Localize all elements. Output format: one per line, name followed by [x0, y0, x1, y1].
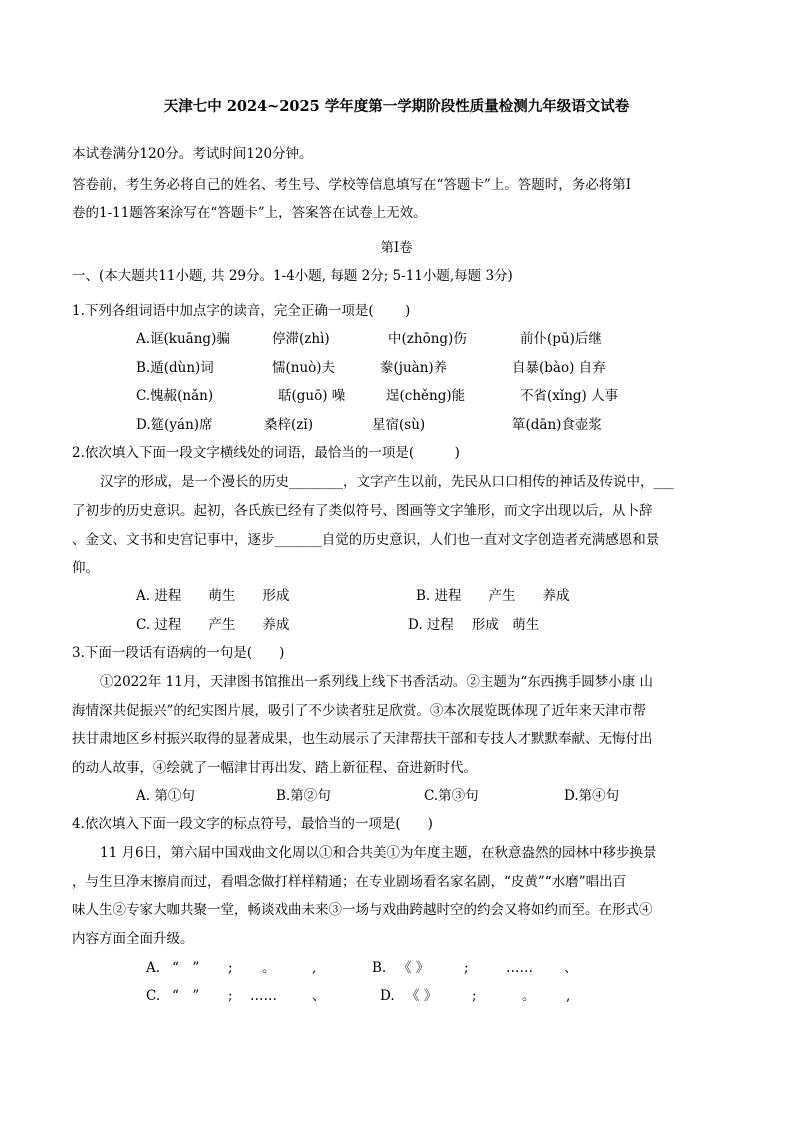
option-item: 逞(chěng)能: [386, 388, 466, 404]
question-2-passage-line: 、金文、文书和史宫记事中，逐步_______自觉的历史意识，人们也一直对文字创造者充满感恩和景: [72, 532, 660, 548]
option-item: 前仆(pū)后继: [520, 331, 602, 347]
question-3-option-d: D.第④句: [564, 788, 620, 804]
option-letter: D.: [380, 988, 395, 1004]
question-2-passage-line: 汉字的形成，是一个漫长的历史________，文字产生以前，先民从口口相传的神话及传说中，___: [100, 474, 674, 490]
option-letter: B.: [372, 960, 387, 976]
option-mark: 《 》: [406, 988, 438, 1004]
option-item: 自暴(bào) 自弃: [512, 360, 606, 376]
option-mark: ;: [472, 988, 477, 1004]
option-mark: 《 》: [398, 960, 430, 976]
option-mark: ;: [228, 988, 233, 1004]
option-item: 懦(nuò)夫: [272, 360, 336, 376]
option-item: 不省(xǐng) 人事: [520, 388, 619, 404]
question-3-passage-line: ①2022年 11月，天津图书馆推出一系列线上线下书香活动。②主题为“东西携手圆梦小康 山: [100, 674, 654, 690]
intro-line-3: 卷的1-11题答案涂写在“答题卡”上，答案答在试卷上无效。: [72, 205, 427, 221]
question-2-passage-line: 仰。: [72, 560, 99, 576]
question-3-passage-line: 扶甘肃地区乡村振兴取得的显著成果，也生动展示了天津帮扶干部和专技人才默默奉献、无悔付出: [72, 731, 653, 747]
option-item: 箪(dān)食壶浆: [512, 417, 602, 433]
question-4-passage-line: 11 月6日，第六届中国戏曲文化周以①和合共美①为年度主题，在秋意盎然的园林中移步换景: [100, 845, 657, 861]
question-2-option-b: B. 进程 产生 养成: [416, 588, 570, 604]
option-mark: ;: [228, 960, 233, 976]
intro-line-2: 答卷前，考生务必将自己的姓名、考生号、学校等信息填写在“答题卡”上。答题时，务必将第Ⅰ: [72, 177, 632, 193]
question-2-option-c: C. 过程 产生 养成: [136, 617, 290, 633]
exam-title: 天津七中 2024~2025 学年度第一学期阶段性质量检测九年级语文试卷: [163, 98, 630, 115]
option-item: A.诓(kuāng)骗: [136, 331, 230, 347]
option-mark: “ ”: [172, 960, 200, 976]
option-mark: ……: [250, 988, 277, 1004]
option-item: 停滞(zhì): [272, 331, 330, 347]
question-3-passage-line: 海情深共促振兴”的纪实图片展，吸引了不少读者驻足欣赏。③本次展览既体现了近年来天津市帮: [72, 703, 646, 719]
question-2-passage-line: 了初步的历史意识。起初，各氏族已经有了类似符号、图画等文字雏形，而文字出现以后，从卜辞: [72, 503, 653, 519]
option-mark: “ ”: [172, 988, 200, 1004]
option-item: B.遁(dùn)词: [136, 360, 214, 376]
option-item: 聒(guō) 噪: [278, 388, 346, 404]
question-4-passage-line: ，与生旦净末擦肩而过，看唱念做打样样精通；在专业剧场看名家名剧，“皮黄”“水磨”唱出百: [72, 874, 627, 890]
option-mark: 。: [522, 988, 536, 1004]
question-1-stem: 1.下列各组词语中加点字的读音，完全正确一项是( ): [72, 303, 411, 319]
question-4-passage-line: 味人生②专家大咖共聚一堂，畅谈戏曲未来③一场与戏曲跨越时空的约会又将如约而至。在形式④: [72, 902, 653, 918]
option-mark: ……: [506, 960, 533, 976]
option-item: 豢(juàn)养: [380, 360, 448, 376]
option-mark: 、: [312, 988, 326, 1004]
question-3-option-b: B.第②句: [276, 788, 331, 804]
question-3-stem: 3.下面一段话有语病的一句是( ): [72, 645, 285, 661]
question-2-option-a: A. 进程 萌生 形成: [136, 588, 290, 604]
option-mark: ;: [464, 960, 469, 976]
question-2-stem: 2.依次填入下面一段文字横线处的词语，最恰当的一项是( ): [72, 445, 460, 461]
option-letter: C.: [146, 988, 161, 1004]
option-item: 星宿(sù): [372, 417, 426, 433]
option-mark: 。: [262, 960, 276, 976]
intro-line-1: 本试卷满分120分。考试时间120分钟。: [72, 146, 313, 162]
option-item: D.筵(yán)席: [136, 417, 213, 433]
question-3-passage-line: 的动人故事，④绘就了一幅津甘再出发、踏上新征程、奋进新时代。: [72, 760, 477, 776]
question-4-stem: 4.依次填入下面一段文字的标点符号，最恰当的一项是( ): [72, 816, 433, 832]
question-2-option-d: D. 过程 形成 萌生: [408, 617, 540, 633]
question-3-option-a: A. 第①句: [136, 788, 195, 804]
option-item: C.愧赧(nǎn): [136, 388, 214, 404]
question-4-passage-line: 内容方面全面升级。: [72, 931, 194, 947]
option-item: 桑梓(zǐ): [264, 417, 313, 433]
option-mark: ,: [312, 960, 317, 976]
option-item: 中(zhōng)伤: [388, 331, 467, 347]
option-letter: A.: [146, 960, 161, 976]
volume-heading: 第Ⅰ卷: [380, 240, 413, 256]
question-3-option-c: C.第③句: [424, 788, 479, 804]
option-mark: 、: [564, 960, 578, 976]
option-mark: ,: [566, 988, 571, 1004]
section-heading: 一、(本大题共11小题, 共 29分。1-4小题, 每题 2分; 5-11小题,每题 3分): [72, 268, 513, 284]
